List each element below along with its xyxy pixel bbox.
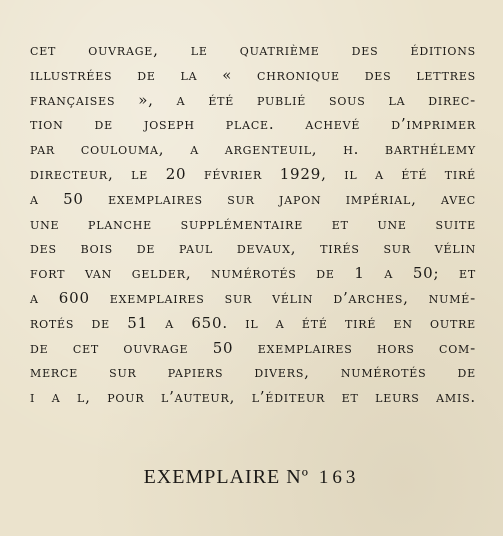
colophon-line-14: merce sur papiers divers, numérotés de — [30, 363, 476, 382]
colophon-line-4: tion de joseph place. achevé d’imprimer — [30, 115, 476, 134]
colophon-line-1: cet ouvrage, le quatrième des éditions — [30, 41, 476, 59]
colophon-text — [30, 38, 476, 410]
colophon-line-9: des bois de paul devaux, tirés sur vélin — [30, 239, 476, 258]
copy-number-line — [0, 466, 503, 489]
colophon-line-15: i a l, pour l’auteur, l’éditeur et leurs amis. — [30, 388, 476, 407]
colophon-line-2: illustrées de la « chronique des lettres — [30, 65, 476, 84]
colophon-line-6: directeur, le 20 février 1929, il a été tiré — [30, 164, 476, 183]
colophon-line-7: a 50 exemplaires sur japon impérial, avec — [30, 189, 476, 208]
copy-number-value: 163 — [318, 467, 360, 488]
colophon-line-12: rotés de 51 a 650. il a été tiré en outre — [30, 313, 476, 332]
colophon-line-8: une planche supplémentaire et une suite — [30, 214, 476, 233]
colophon-line-10: fort van gelder, numérotés de 1 a 50; et — [30, 264, 476, 283]
colophon-line-5: par coulouma, a argenteuil, h. barthélemy — [30, 140, 476, 159]
colophon-line-11: a 600 exemplaires sur vélin d’arches, numé- — [30, 288, 476, 307]
colophon-line-3: françaises », a été publié sous la direc- — [30, 90, 476, 109]
copy-number-label: EXEMPLAIRE Nº — [143, 466, 309, 488]
colophon-line-13: de cet ouvrage 50 exemplaires hors com- — [30, 338, 476, 357]
